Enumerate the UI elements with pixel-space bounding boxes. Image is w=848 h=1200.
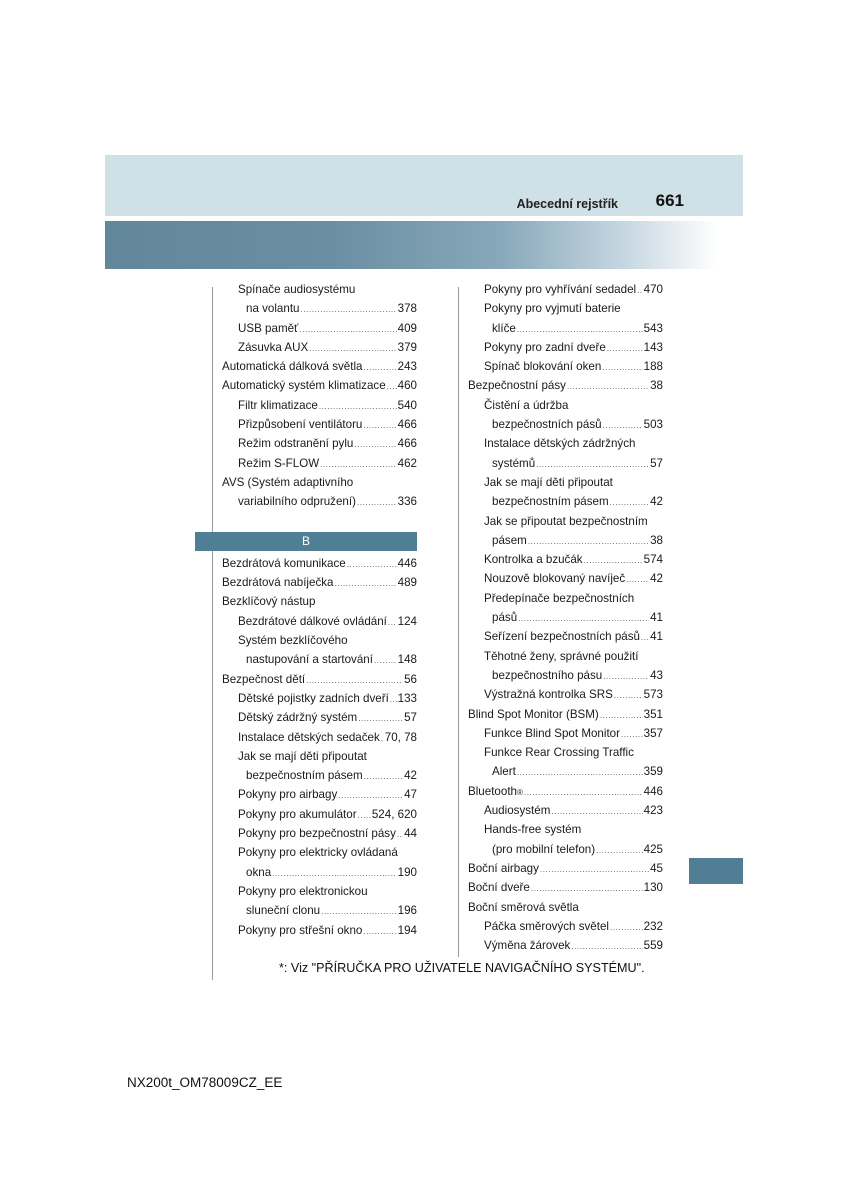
dot-leader <box>306 671 403 690</box>
dot-leader <box>381 729 384 748</box>
entry-term: Pokyny pro elektricky ovládaná <box>238 846 398 860</box>
entry-page: 143 <box>643 340 663 354</box>
entry-term: Boční dveře <box>468 881 530 895</box>
dot-leader <box>524 783 643 802</box>
entry-term: Bezdrátová nabíječka <box>222 576 334 590</box>
entry-page: 38 <box>650 533 663 547</box>
index-entry <box>213 785 417 804</box>
dot-leader <box>358 806 371 825</box>
dot-leader <box>387 377 397 396</box>
entry-page: 446 <box>397 556 417 570</box>
entry-term: Funkce Blind Spot Monitor <box>484 726 620 740</box>
dot-leader <box>584 551 643 570</box>
entry-page: 243 <box>397 360 417 374</box>
entry-page: 425 <box>643 842 663 856</box>
index-entry <box>213 554 417 573</box>
entry-term: Výstražná kontrolka SRS <box>484 688 613 702</box>
dot-leader <box>518 609 649 628</box>
entry-page: 462 <box>397 456 417 470</box>
index-entry <box>213 863 417 882</box>
index-entry <box>459 569 663 588</box>
entry-term: Jak se mají děti připoutat <box>484 475 613 489</box>
index-entry <box>213 338 417 357</box>
entry-term: Hands-free systém <box>484 823 582 837</box>
index-entry <box>213 454 417 473</box>
dot-leader <box>338 786 403 805</box>
entry-term: Alert <box>492 765 516 779</box>
entry-term: Boční směrová světla <box>468 900 579 914</box>
index-entry <box>213 670 417 689</box>
entry-term: na volantu <box>246 302 300 316</box>
index-entry <box>459 531 663 550</box>
dot-leader <box>571 937 642 956</box>
index-entry <box>213 708 417 727</box>
dot-leader <box>540 860 649 879</box>
dot-leader <box>363 358 396 377</box>
entry-page: 190 <box>397 865 417 879</box>
entry-page: 378 <box>397 302 417 316</box>
entry-page: 489 <box>397 576 417 590</box>
entry-term: Těhotné ženy, správné použití <box>484 649 639 663</box>
entry-term: Audiosystém <box>484 804 551 818</box>
entry-term: Nouzově blokovaný navíječ <box>484 572 626 586</box>
dot-leader <box>551 802 642 821</box>
entry-page: 470 <box>643 283 663 296</box>
index-entry <box>459 512 663 531</box>
entry-term: Přizpůsobení ventilátoru <box>238 418 363 432</box>
index-entry <box>213 573 417 592</box>
dot-leader <box>363 416 396 435</box>
index-entry <box>459 319 663 338</box>
entry-term: Pokyny pro vyjmutí baterie <box>484 302 621 316</box>
index-entry <box>213 299 417 318</box>
entry-term: Režim S-FLOW <box>238 456 320 470</box>
entry-term: pásem <box>492 533 527 547</box>
footnote: *: Viz "PŘÍRUČKA PRO UŽIVATELE NAVIGAČNÍHO SYSTÉMU". <box>279 961 645 975</box>
index-entry <box>459 762 663 781</box>
index-entry <box>213 805 417 824</box>
entry-term: bezpečnostního pásu <box>492 668 603 682</box>
dot-leader <box>600 706 643 725</box>
entry-term: Seřízení bezpečnostních pásů <box>484 630 640 644</box>
entry-page: 124 <box>397 614 417 628</box>
entry-term: bezpečnostním pásem <box>246 769 363 783</box>
entry-page: 47 <box>404 788 417 802</box>
index-entry <box>213 357 417 376</box>
index-entry <box>213 882 417 901</box>
entry-term: variabilního odpružení) <box>238 495 356 509</box>
index-entry <box>459 396 663 415</box>
entry-term: Systém bezklíčového <box>238 634 348 648</box>
index-entry <box>213 728 417 747</box>
entry-page: 503 <box>643 418 663 432</box>
dot-leader <box>390 690 397 709</box>
entry-page: 43 <box>650 668 663 682</box>
index-entry <box>213 473 417 492</box>
entry-term: systémů <box>492 456 536 470</box>
index-entry <box>459 473 663 492</box>
dot-leader <box>596 841 643 860</box>
index-entry <box>213 631 417 650</box>
index-entry <box>459 685 663 704</box>
index-entry <box>459 666 663 685</box>
entry-term: Pokyny pro bezpečnostní pásy <box>238 827 396 841</box>
index-column-right <box>459 280 663 955</box>
dot-leader <box>347 555 397 574</box>
index-column-left <box>213 280 417 940</box>
entry-term: Pokyny pro elektronickou <box>238 884 368 898</box>
index-entry <box>213 592 417 611</box>
index-entry <box>459 801 663 820</box>
entry-term: bezpečnostním pásem <box>492 495 609 509</box>
index-group-b-continued <box>459 280 663 955</box>
index-entry <box>459 820 663 839</box>
entry-term: (pro mobilní telefon) <box>492 842 596 856</box>
entry-term: Funkce Rear Crossing Traffic <box>484 746 634 760</box>
entry-page: 57 <box>650 456 663 470</box>
entry-page: 130 <box>643 881 663 895</box>
entry-term: Blind Spot Monitor (BSM) <box>468 707 599 721</box>
index-entry <box>213 766 417 785</box>
index-entry <box>213 396 417 415</box>
entry-term: Jak se připoutat bezpečnostním <box>484 514 648 528</box>
entry-page: 336 <box>397 495 417 509</box>
index-entry <box>213 901 417 920</box>
entry-term: nastupování a startování <box>246 653 373 667</box>
entry-term: bezpečnostních pásů <box>492 418 602 432</box>
dot-leader <box>610 493 649 512</box>
entry-term: sluneční clonu <box>246 904 321 918</box>
index-entry <box>213 280 417 299</box>
entry-page: 423 <box>643 804 663 818</box>
dot-leader <box>354 435 396 454</box>
entry-term: Bezpečnostní pásy <box>468 379 566 393</box>
entry-page: 466 <box>397 437 417 451</box>
entry-term: Filtr klimatizace <box>238 398 318 412</box>
index-entry <box>459 917 663 936</box>
index-group-b <box>213 554 417 940</box>
dot-leader <box>637 281 643 300</box>
entry-term: Páčka směrových světel <box>484 919 610 933</box>
entry-page: 42 <box>650 495 663 509</box>
entry-term: pásů <box>492 611 518 625</box>
entry-page: 38 <box>650 379 663 393</box>
entry-term: klíče <box>492 321 516 335</box>
entry-page: 540 <box>397 398 417 412</box>
entry-page: 57 <box>404 711 417 725</box>
index-entry <box>459 898 663 917</box>
index-entry <box>459 627 663 646</box>
index-entry <box>459 492 663 511</box>
entry-term: Bezdrátová komunikace <box>222 556 346 570</box>
dot-leader <box>603 416 643 435</box>
index-entry <box>213 843 417 862</box>
entry-page: 351 <box>643 707 663 721</box>
index-entry <box>459 608 663 627</box>
index-group-a <box>213 280 417 512</box>
dot-leader <box>388 613 397 632</box>
dot-leader <box>363 922 396 941</box>
entry-page: 70, 78 <box>384 730 417 744</box>
index-entry: Bluetooth ® ..... 446 <box>459 782 663 801</box>
index-entry <box>213 376 417 395</box>
index-entry <box>213 612 417 631</box>
dot-leader <box>603 667 649 686</box>
entry-term: Bezdrátové dálkové ovládání <box>238 614 387 628</box>
index-entry <box>213 689 417 708</box>
dot-leader <box>320 455 397 474</box>
entry-page: 188 <box>643 360 663 374</box>
dot-leader <box>309 339 396 358</box>
entry-page: 573 <box>643 688 663 702</box>
entry-page: 357 <box>643 726 663 740</box>
index-entry <box>459 454 663 473</box>
entry-page: 543 <box>643 321 663 335</box>
index-entry <box>459 434 663 453</box>
entry-term: Bezklíčový nástup <box>222 595 316 609</box>
index-entry <box>213 434 417 453</box>
dot-leader <box>301 300 397 319</box>
index-entry <box>213 319 417 338</box>
dot-leader <box>517 320 643 339</box>
index-entry <box>459 376 663 395</box>
dot-leader <box>626 570 649 589</box>
dot-leader <box>319 397 397 416</box>
dot-leader <box>321 902 397 921</box>
entry-page: 359 <box>643 765 663 779</box>
header-gradient-bar <box>105 221 743 269</box>
dot-leader <box>358 709 403 728</box>
index-entry <box>213 492 417 511</box>
entry-term: Dětský zádržný systém <box>238 711 358 725</box>
dot-leader <box>272 864 397 883</box>
dot-leader <box>621 725 643 744</box>
entry-term: Boční airbagy <box>468 861 539 875</box>
entry-page: 45 <box>650 861 663 875</box>
chapter-tab <box>689 858 743 884</box>
entry-page: 446 <box>643 784 663 798</box>
entry-term: Dětské pojistky zadních dveří <box>238 691 389 705</box>
dot-leader <box>397 825 403 844</box>
page-number: 661 <box>655 191 684 210</box>
dot-leader <box>614 686 643 705</box>
entry-term: Pokyny pro střešní okno <box>238 923 363 937</box>
dot-leader <box>299 320 396 339</box>
entry-page: 574 <box>643 553 663 567</box>
entry-page: 148 <box>397 653 417 667</box>
entry-term: Výměna žárovek <box>484 939 571 953</box>
entry-term: Automatická dálková světla <box>222 360 363 374</box>
index-entry <box>213 747 417 766</box>
index-entry <box>213 921 417 940</box>
index-entry <box>459 647 663 666</box>
entry-page: 559 <box>643 939 663 953</box>
letter-heading: B <box>195 532 417 551</box>
dot-leader <box>528 532 649 551</box>
entry-term: Režim odstranění pylu <box>238 437 354 451</box>
dot-leader <box>357 493 397 512</box>
dot-leader <box>536 455 649 474</box>
entry-term: Spínače audiosystému <box>238 283 356 296</box>
entry-page: 379 <box>397 340 417 354</box>
dot-leader <box>364 767 403 786</box>
index-entry <box>459 299 663 318</box>
entry-page: 41 <box>650 630 663 644</box>
entry-term: Kontrolka a bzučák <box>484 553 583 567</box>
document-code: NX200t_OM78009CZ_EE <box>127 1075 283 1090</box>
index-entry <box>459 338 663 357</box>
dot-leader <box>602 358 642 377</box>
index-entry <box>459 724 663 743</box>
entry-term: Pokyny pro zadní dveře <box>484 340 606 354</box>
entry-term: USB paměť <box>238 321 299 335</box>
section-title: Abecední rejstřík <box>516 197 618 211</box>
entry-term: Předepínače bezpečnostních <box>484 591 635 605</box>
entry-term: Instalace dětských zádržných <box>484 437 636 451</box>
dot-leader <box>374 651 397 670</box>
entry-page: 524, 620 <box>371 807 417 821</box>
index-entry <box>459 550 663 569</box>
entry-term: Bezpečnost dětí <box>222 672 306 686</box>
index-entry <box>459 280 663 299</box>
entry-page: 460 <box>397 379 417 393</box>
entry-page: 56 <box>404 672 417 686</box>
entry-term: Pokyny pro vyhřívání sedadel <box>484 283 637 296</box>
entry-term: AVS (Systém adaptivního <box>222 475 354 489</box>
entry-term: Spínač blokování oken <box>484 360 602 374</box>
dot-leader <box>517 763 643 782</box>
index-entry <box>213 824 417 843</box>
index-entry <box>459 357 663 376</box>
entry-term: Bluetooth <box>468 784 517 798</box>
dot-leader <box>607 339 643 358</box>
index-entry <box>459 743 663 762</box>
entry-page: 466 <box>397 418 417 432</box>
entry-page: 409 <box>397 321 417 335</box>
entry-page: 194 <box>397 923 417 937</box>
entry-term: Instalace dětských sedaček <box>238 730 380 744</box>
entry-term: Čistění a údržba <box>484 398 569 412</box>
index-entry <box>459 415 663 434</box>
entry-page: 42 <box>650 572 663 586</box>
dot-leader <box>641 628 649 647</box>
dot-leader <box>531 879 643 898</box>
dot-leader <box>335 574 397 593</box>
index-entry <box>459 859 663 878</box>
index-entry <box>459 936 663 955</box>
dot-leader <box>567 377 649 396</box>
entry-term: Pokyny pro akumulátor <box>238 807 357 821</box>
entry-term: okna <box>246 865 272 879</box>
entry-term: Zásuvka AUX <box>238 340 309 354</box>
entry-term: Pokyny pro airbagy <box>238 788 338 802</box>
entry-page: 44 <box>404 827 417 841</box>
entry-page: 42 <box>404 769 417 783</box>
index-entry <box>459 878 663 897</box>
entry-term: Jak se mají děti připoutat <box>238 749 367 763</box>
entry-page: 133 <box>397 691 417 705</box>
entry-page: 41 <box>650 611 663 625</box>
entry-page: 232 <box>643 919 663 933</box>
entry-page: 196 <box>397 904 417 918</box>
index-entry <box>459 589 663 608</box>
entry-term: Automatický systém klimatizace <box>222 379 386 393</box>
index-entry <box>459 840 663 859</box>
index-entry <box>213 415 417 434</box>
index-entry <box>459 705 663 724</box>
index-entry <box>213 650 417 669</box>
dot-leader <box>610 918 643 937</box>
